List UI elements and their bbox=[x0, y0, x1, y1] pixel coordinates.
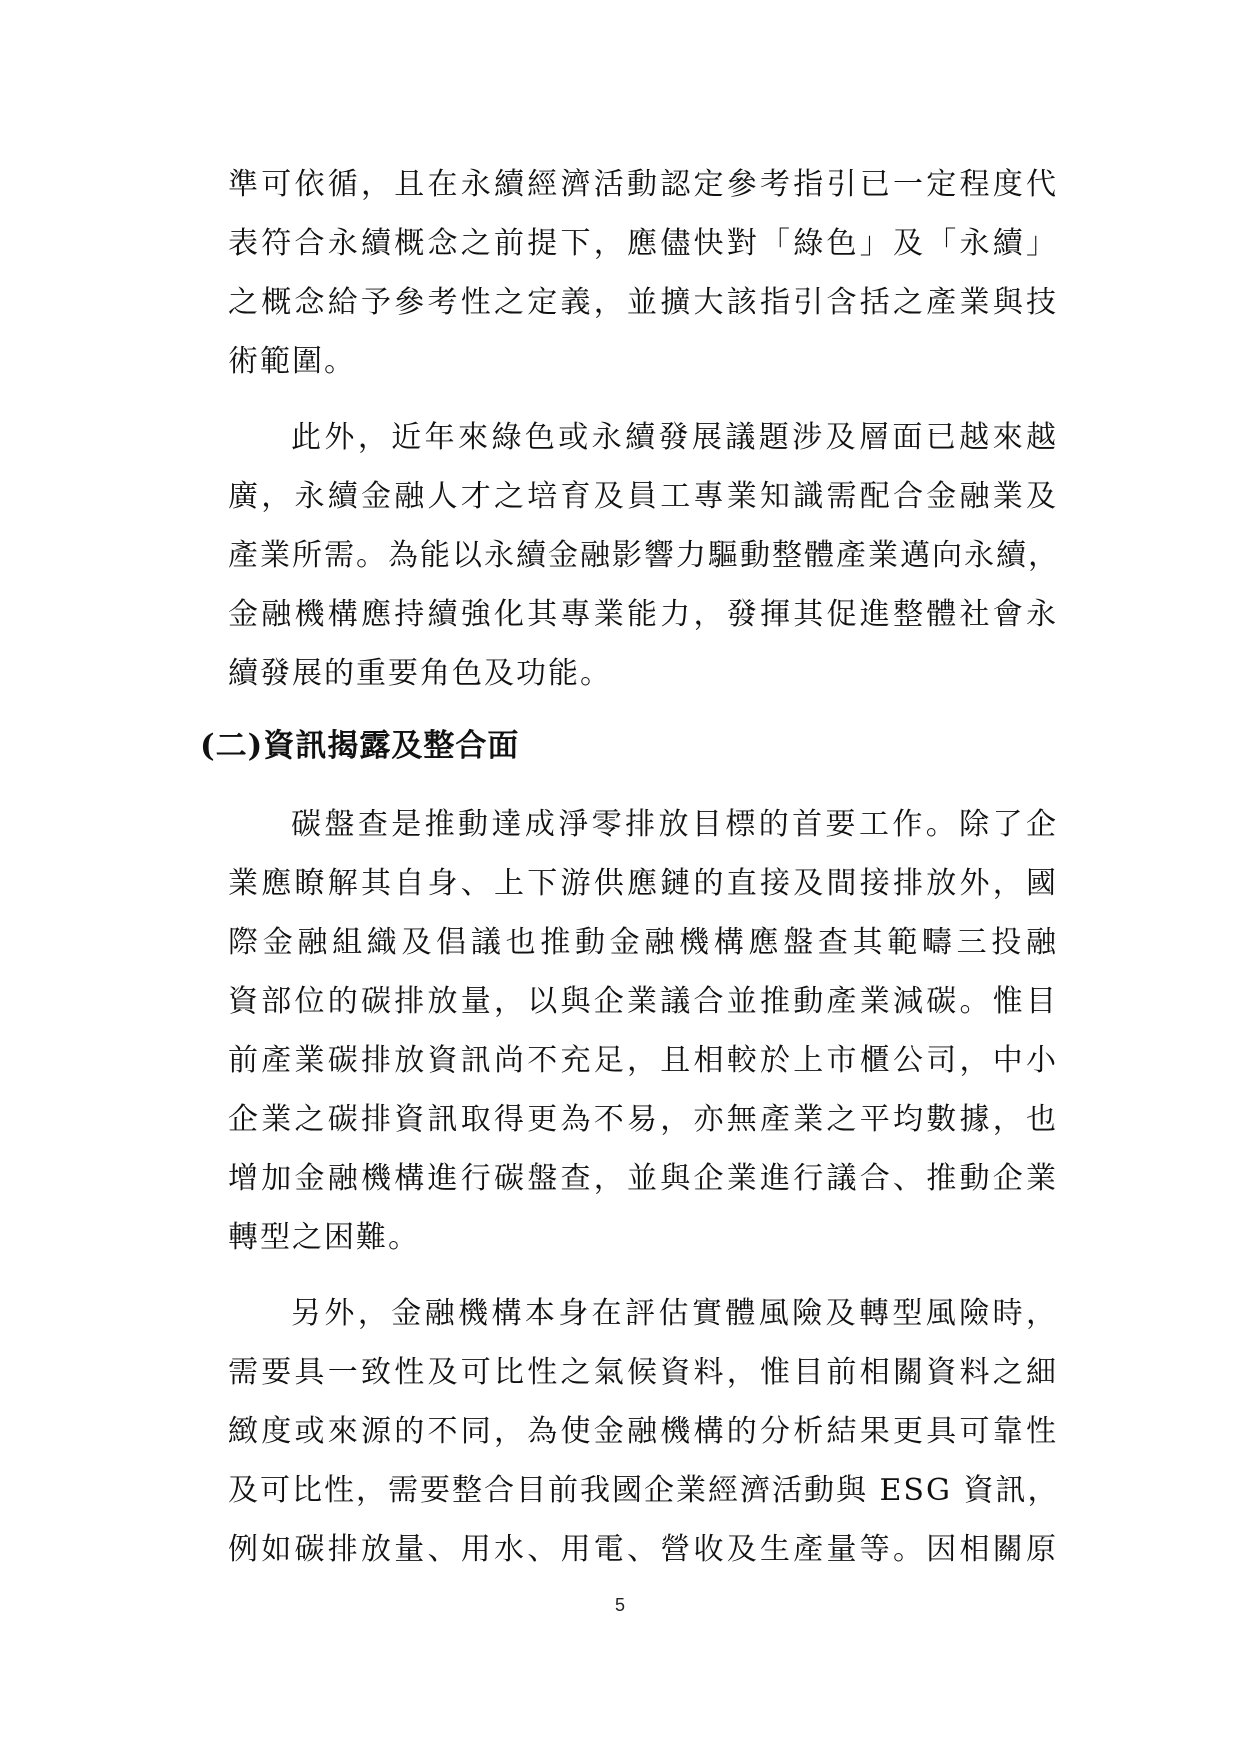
paragraph-2-line-4: 金融機構應持續強化其專業能力，發揮其促進整體社會永 bbox=[228, 597, 1058, 632]
paragraph-4-line-4: 及可比性，需要整合目前我國企業經濟活動與 ESG 資訊， bbox=[228, 1473, 1060, 1508]
paragraph-3-line-7: 增加金融機構進行碳盤查，並與企業進行議合、推動企業 bbox=[228, 1161, 1058, 1196]
paragraph-3-line-4: 資部位的碳排放量，以與企業議合並推動產業減碳。惟目 bbox=[228, 984, 1058, 1019]
paragraph-4-line-1: 另外，金融機構本身在評估實體風險及轉型風險時， bbox=[291, 1296, 1058, 1331]
paragraph-3-line-2: 業應瞭解其自身、上下游供應鏈的直接及間接排放外，國 bbox=[228, 866, 1058, 901]
section-heading: (二)資訊揭露及整合面 bbox=[200, 728, 520, 764]
page-number: 5 bbox=[614, 1595, 625, 1615]
paragraph-3-line-8: 轉型之困難。 bbox=[228, 1220, 420, 1255]
paragraph-3-line-3: 際金融組織及倡議也推動金融機構應盤查其範疇三投融 bbox=[228, 925, 1058, 960]
paragraph-1-line-4: 術範圍。 bbox=[228, 344, 356, 379]
paragraph-2-line-2: 廣，永續金融人才之培育及員工專業知識需配合金融業及 bbox=[228, 479, 1058, 514]
paragraph-1-line-3: 之概念給予參考性之定義，並擴大該指引含括之產業與技 bbox=[228, 285, 1058, 320]
paragraph-2-line-3: 產業所需。為能以永續金融影響力驅動整體產業邁向永續， bbox=[228, 538, 1060, 573]
paragraph-2-line-1: 此外，近年來綠色或永續發展議題涉及層面已越來越 bbox=[291, 420, 1058, 455]
paragraph-4-line-5: 例如碳排放量、用水、用電、營收及生產量等。因相關原 bbox=[228, 1532, 1058, 1567]
paragraph-4-line-3: 緻度或來源的不同，為使金融機構的分析結果更具可靠性 bbox=[228, 1414, 1058, 1449]
paragraph-3-line-6: 企業之碳排資訊取得更為不易，亦無產業之平均數據，也 bbox=[228, 1102, 1058, 1137]
paragraph-3-line-5: 前產業碳排放資訊尚不充足，且相較於上市櫃公司，中小 bbox=[228, 1043, 1058, 1078]
paragraph-4-line-2: 需要具一致性及可比性之氣候資料，惟目前相關資料之細 bbox=[228, 1355, 1058, 1390]
paragraph-1-line-1: 準可依循，且在永續經濟活動認定參考指引已一定程度代 bbox=[228, 167, 1058, 202]
paragraph-1-line-2: 表符合永續概念之前提下，應儘快對「綠色」及「永續」 bbox=[228, 226, 1058, 261]
paragraph-2-line-5: 續發展的重要角色及功能。 bbox=[228, 656, 612, 691]
paragraph-3-line-1: 碳盤查是推動達成淨零排放目標的首要工作。除了企 bbox=[291, 807, 1058, 842]
